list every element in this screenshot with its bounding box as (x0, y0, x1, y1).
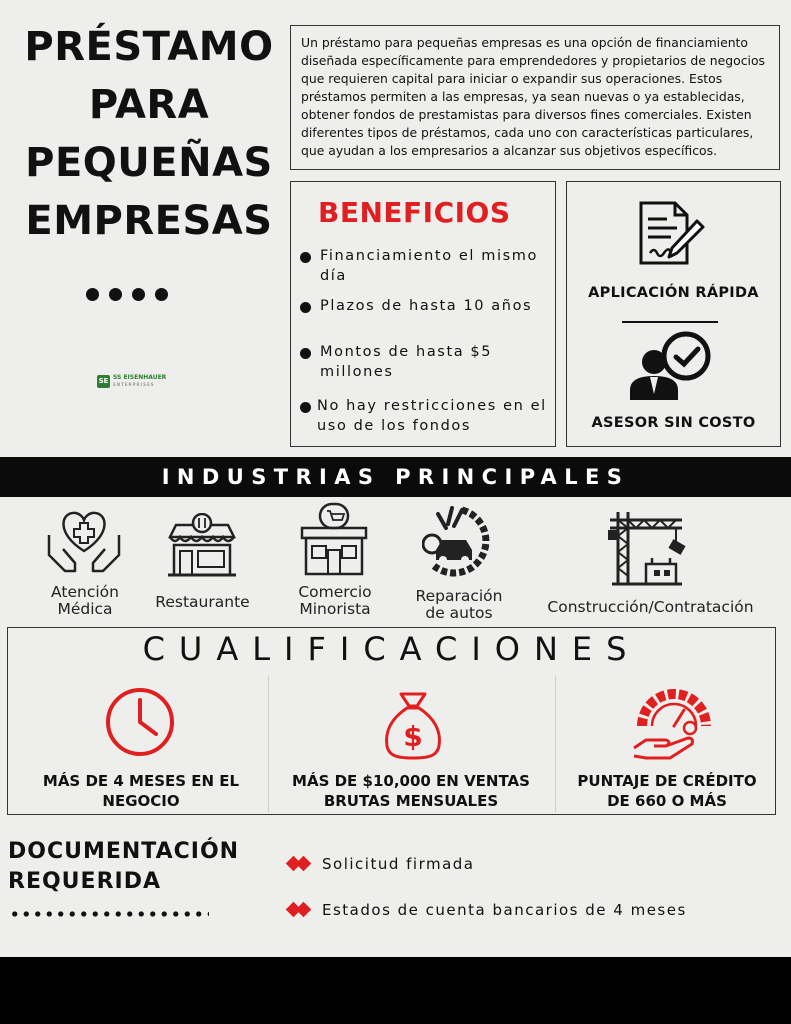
title-line: EMPRESAS (25, 198, 273, 244)
clock-icon (104, 686, 176, 758)
benefit-item: Plazos de hasta 10 años (300, 296, 555, 316)
divider (268, 676, 269, 812)
company-logo (97, 374, 166, 388)
industry-restaurant: Restaurante (155, 593, 250, 611)
bullet-icon (300, 348, 311, 359)
page-title (18, 18, 280, 250)
logo-mark: SE (97, 375, 110, 388)
documentation-heading: DOCUMENTACIÓN REQUERIDA (8, 839, 240, 894)
industry-retail: Comercio Minorista (298, 583, 372, 618)
document-item: Solicitud firmada (286, 855, 475, 873)
credit-gauge-icon (632, 686, 712, 764)
money-bag-icon (383, 690, 443, 762)
title-line: PEQUEÑAS (25, 140, 273, 186)
logo-name: SS EISENHAUER (113, 374, 167, 381)
decorative-dots (86, 288, 168, 301)
store-cart-icon (300, 500, 368, 578)
divider (622, 321, 718, 323)
advisor-check-icon (628, 330, 714, 402)
crane-icon (608, 508, 690, 588)
industry-healthcare: Atención Médica (51, 583, 119, 618)
bullet-icon (300, 402, 311, 413)
qualification-credit-score: PUNTAJE DE CRÉDITO DE 660 O MÁS (577, 772, 757, 810)
benefit-item: No hay restricciones en el uso de los fondos (300, 396, 555, 436)
benefit-item: Montos de hasta $5 millones (300, 342, 555, 382)
diamond-bullet-icon (286, 902, 312, 918)
footer-bar (0, 957, 791, 1024)
bullet-icon (300, 302, 311, 313)
title-line: PARA (88, 82, 210, 128)
title-line: PRÉSTAMO (24, 24, 274, 70)
qualification-monthly-sales: MÁS DE $10,000 EN VENTAS BRUTAS MENSUALES (292, 772, 530, 810)
diamond-bullet-icon (286, 856, 312, 872)
restaurant-icon (166, 513, 238, 579)
intro-paragraph: Un préstamo para pequeñas empresas es una opción de financiamiento diseñada específicamente para emprendedores y propietarios de negocios que requieren capital para iniciar o expandir sus operaciones. Estos préstamos permiten a las empresas, ya sean nuevas o ya establecidas, obtener fondos de prestamistas para diversos fines comerciales. Existen diferentes tipos de préstamos, cada uno con características particulares, que ayudan a los empresarios a alcanzar sus objetivos específicos. (290, 25, 780, 170)
qualification-time-in-business: MÁS DE 4 MESES EN EL NEGOCIO (42, 772, 240, 810)
benefit-item: Financiamiento el mismo día (300, 246, 555, 286)
benefits-heading: BENEFICIOS (318, 196, 511, 229)
decorative-dotted-line (9, 911, 209, 917)
document-sign-icon (637, 201, 705, 267)
svg-text:$: $ (403, 720, 423, 753)
healthcare-hands-icon (45, 505, 123, 575)
feature-free-advisor: ASESOR SIN COSTO (591, 415, 756, 431)
industry-auto-repair: Reparación de autos (415, 587, 503, 622)
document-item: Estados de cuenta bancarios de 4 meses (286, 901, 687, 919)
feature-fast-application: APLICACIÓN RÁPIDA (588, 285, 759, 301)
logo-tagline: ENTERPRISES (113, 382, 155, 387)
bullet-icon (300, 252, 311, 263)
industry-construction: Construcción/Contratación (547, 598, 754, 616)
qualifications-heading: CUALIFICACIONES (142, 630, 641, 668)
divider (555, 676, 556, 812)
industries-heading: INDUSTRIAS PRINCIPALES (0, 457, 791, 497)
auto-repair-icon (422, 504, 496, 580)
